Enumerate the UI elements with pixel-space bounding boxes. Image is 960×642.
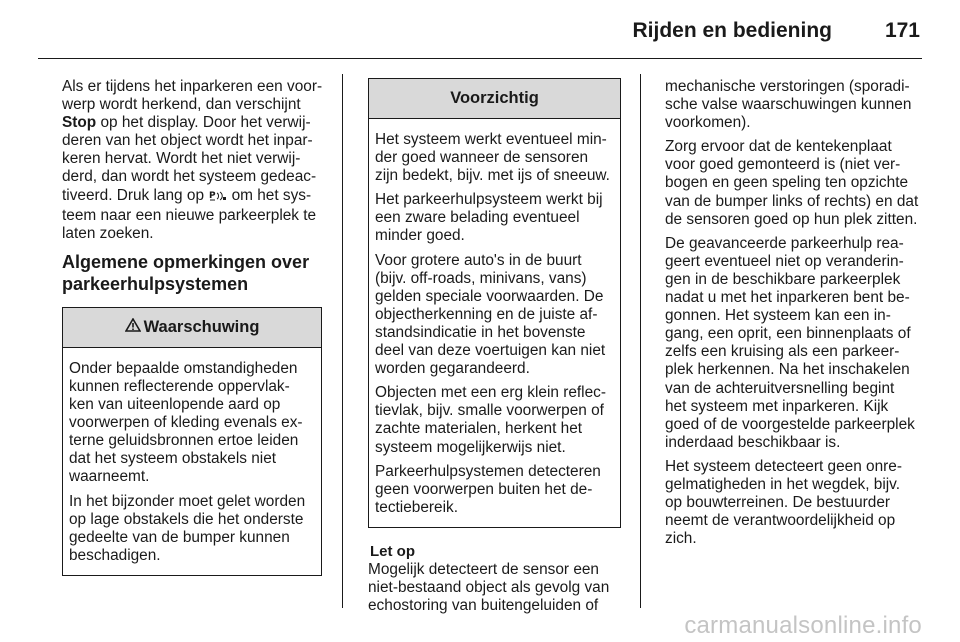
section-heading: Algemene opmerkingen over parkeerhulpsystemen (62, 251, 310, 294)
column3-paragraph-1: mechanische verstoringen (sporadi- sche valse waarschuwingen kunnen voorkomen). (665, 78, 912, 132)
note-label: Let op (370, 542, 415, 560)
note-text: Mogelijk detecteert de sensor een niet-bestaand object als gevolg van echostoring van buitengeluiden of (368, 560, 610, 615)
warning-body (63, 348, 321, 575)
column-divider-2 (640, 74, 641, 608)
caution-box (368, 78, 621, 528)
header-rule (38, 58, 922, 59)
caution-paragraph-3: Voor grotere auto's in de buurt (bijv. off-roads, minivans, vans) gelden speciale voorwaarden. De objectherkenning en de juiste af- standsindicatie in het bovenste deel van deze voertuigen kan niet worden gegarandeerd. (375, 251, 606, 378)
column-3 (665, 78, 923, 554)
footer-watermark: carmanualsonline.info (684, 612, 922, 639)
warning-paragraph-2: In het bijzonder moet gelet worden op lage obstakels die het onderste gedeelte van de bumper kunnen beschadigen. (69, 492, 306, 564)
page-number: 171 (884, 19, 920, 42)
warning-triangle-icon (125, 318, 141, 337)
note-block (368, 543, 623, 615)
caution-paragraph-2: Het parkeerhulpsysteem werkt bij een zware belading eventueel minder goed. (375, 191, 603, 245)
caution-header (369, 79, 620, 119)
caution-paragraph-4: Objecten met een erg klein reflec- tievlak, bijv. smalle voorwerpen of zachte materialen, herkent het systeem mogelijkerwijs niet. (375, 384, 606, 456)
warning-title: Waarschuwing (143, 318, 260, 337)
intro-paragraph (62, 78, 326, 243)
warning-paragraph-1: Onder bepaalde omstandigheden kunnen reflecterende oppervlak- ken van uiteenlopende aard op voorwerpen of kleding evenals ex- terne geluidsbronnen ertoe leiden dat het systeem obstakels niet waarneemt. (69, 359, 303, 486)
intro-text-2: op het display. Door het verwij- deren van het object wordt het inpar- keren hervat. Wordt het niet verwij- derd, dan wordt het systeem gedeac- tiveerd. Druk lang op (62, 114, 317, 204)
caution-paragraph-1: Het systeem werkt eventueel min- der goed wanneer de sensoren zijn bedekt, bijv. met ijs of sneeuw. (375, 131, 610, 185)
column3-paragraph-4: Het systeem detecteert geen onre- gelmatigheden in het wegdek, bijv. op bouwterreinen. De bestuurder neemt de verantwoordelijkheid op zich. (665, 457, 902, 548)
column-1 (62, 78, 326, 576)
caution-paragraph-5: Parkeerhulpsystemen detecteren geen voorwerpen buiten het de- tectiebereik. (375, 462, 601, 516)
stop-label: Stop (62, 114, 97, 132)
warning-box (62, 307, 322, 576)
intro-text-1: Als er tijdens het inparkeren een voor- werp wordt herkend, dan verschijnt (62, 78, 323, 114)
column3-paragraph-3: De geavanceerde parkeerhulp rea- geert eventueel niet op veranderin- gen in de beschikbare parkeerplek nadat u met het inparkeren bent be- gonnen. Het systeem kan een in- gang, een oprit, een binnenplaats of zelfs een kruising als een parkeer- plek herkennen. Na het inschakelen van de achteruitversnelling begint het systeem met inparkeren. Kijk goed of de voorgestelde parkeerplek inderdaad beschikbaar is. (665, 234, 915, 451)
column-divider-1 (342, 74, 343, 608)
column-2 (368, 78, 623, 621)
warning-header (63, 308, 321, 348)
header-title: Rijden en bediening (632, 19, 832, 42)
caution-title: Voorzichtig (450, 89, 539, 108)
intro-text-3: om het sys- teem naar een nieuwe parkeerplek te laten zoeken. (62, 186, 317, 242)
caution-body (369, 119, 620, 527)
column3-paragraph-2: Zorg ervoor dat de kentekenplaat voor goed gemonteerd is (niet ver- bogen en geen speling ten opzichte van de bumper links of rechts) en dat de sensoren goed op hun plek zitten. (665, 138, 919, 228)
park-assist-icon (209, 189, 226, 207)
svg-text:P: P (209, 190, 216, 201)
